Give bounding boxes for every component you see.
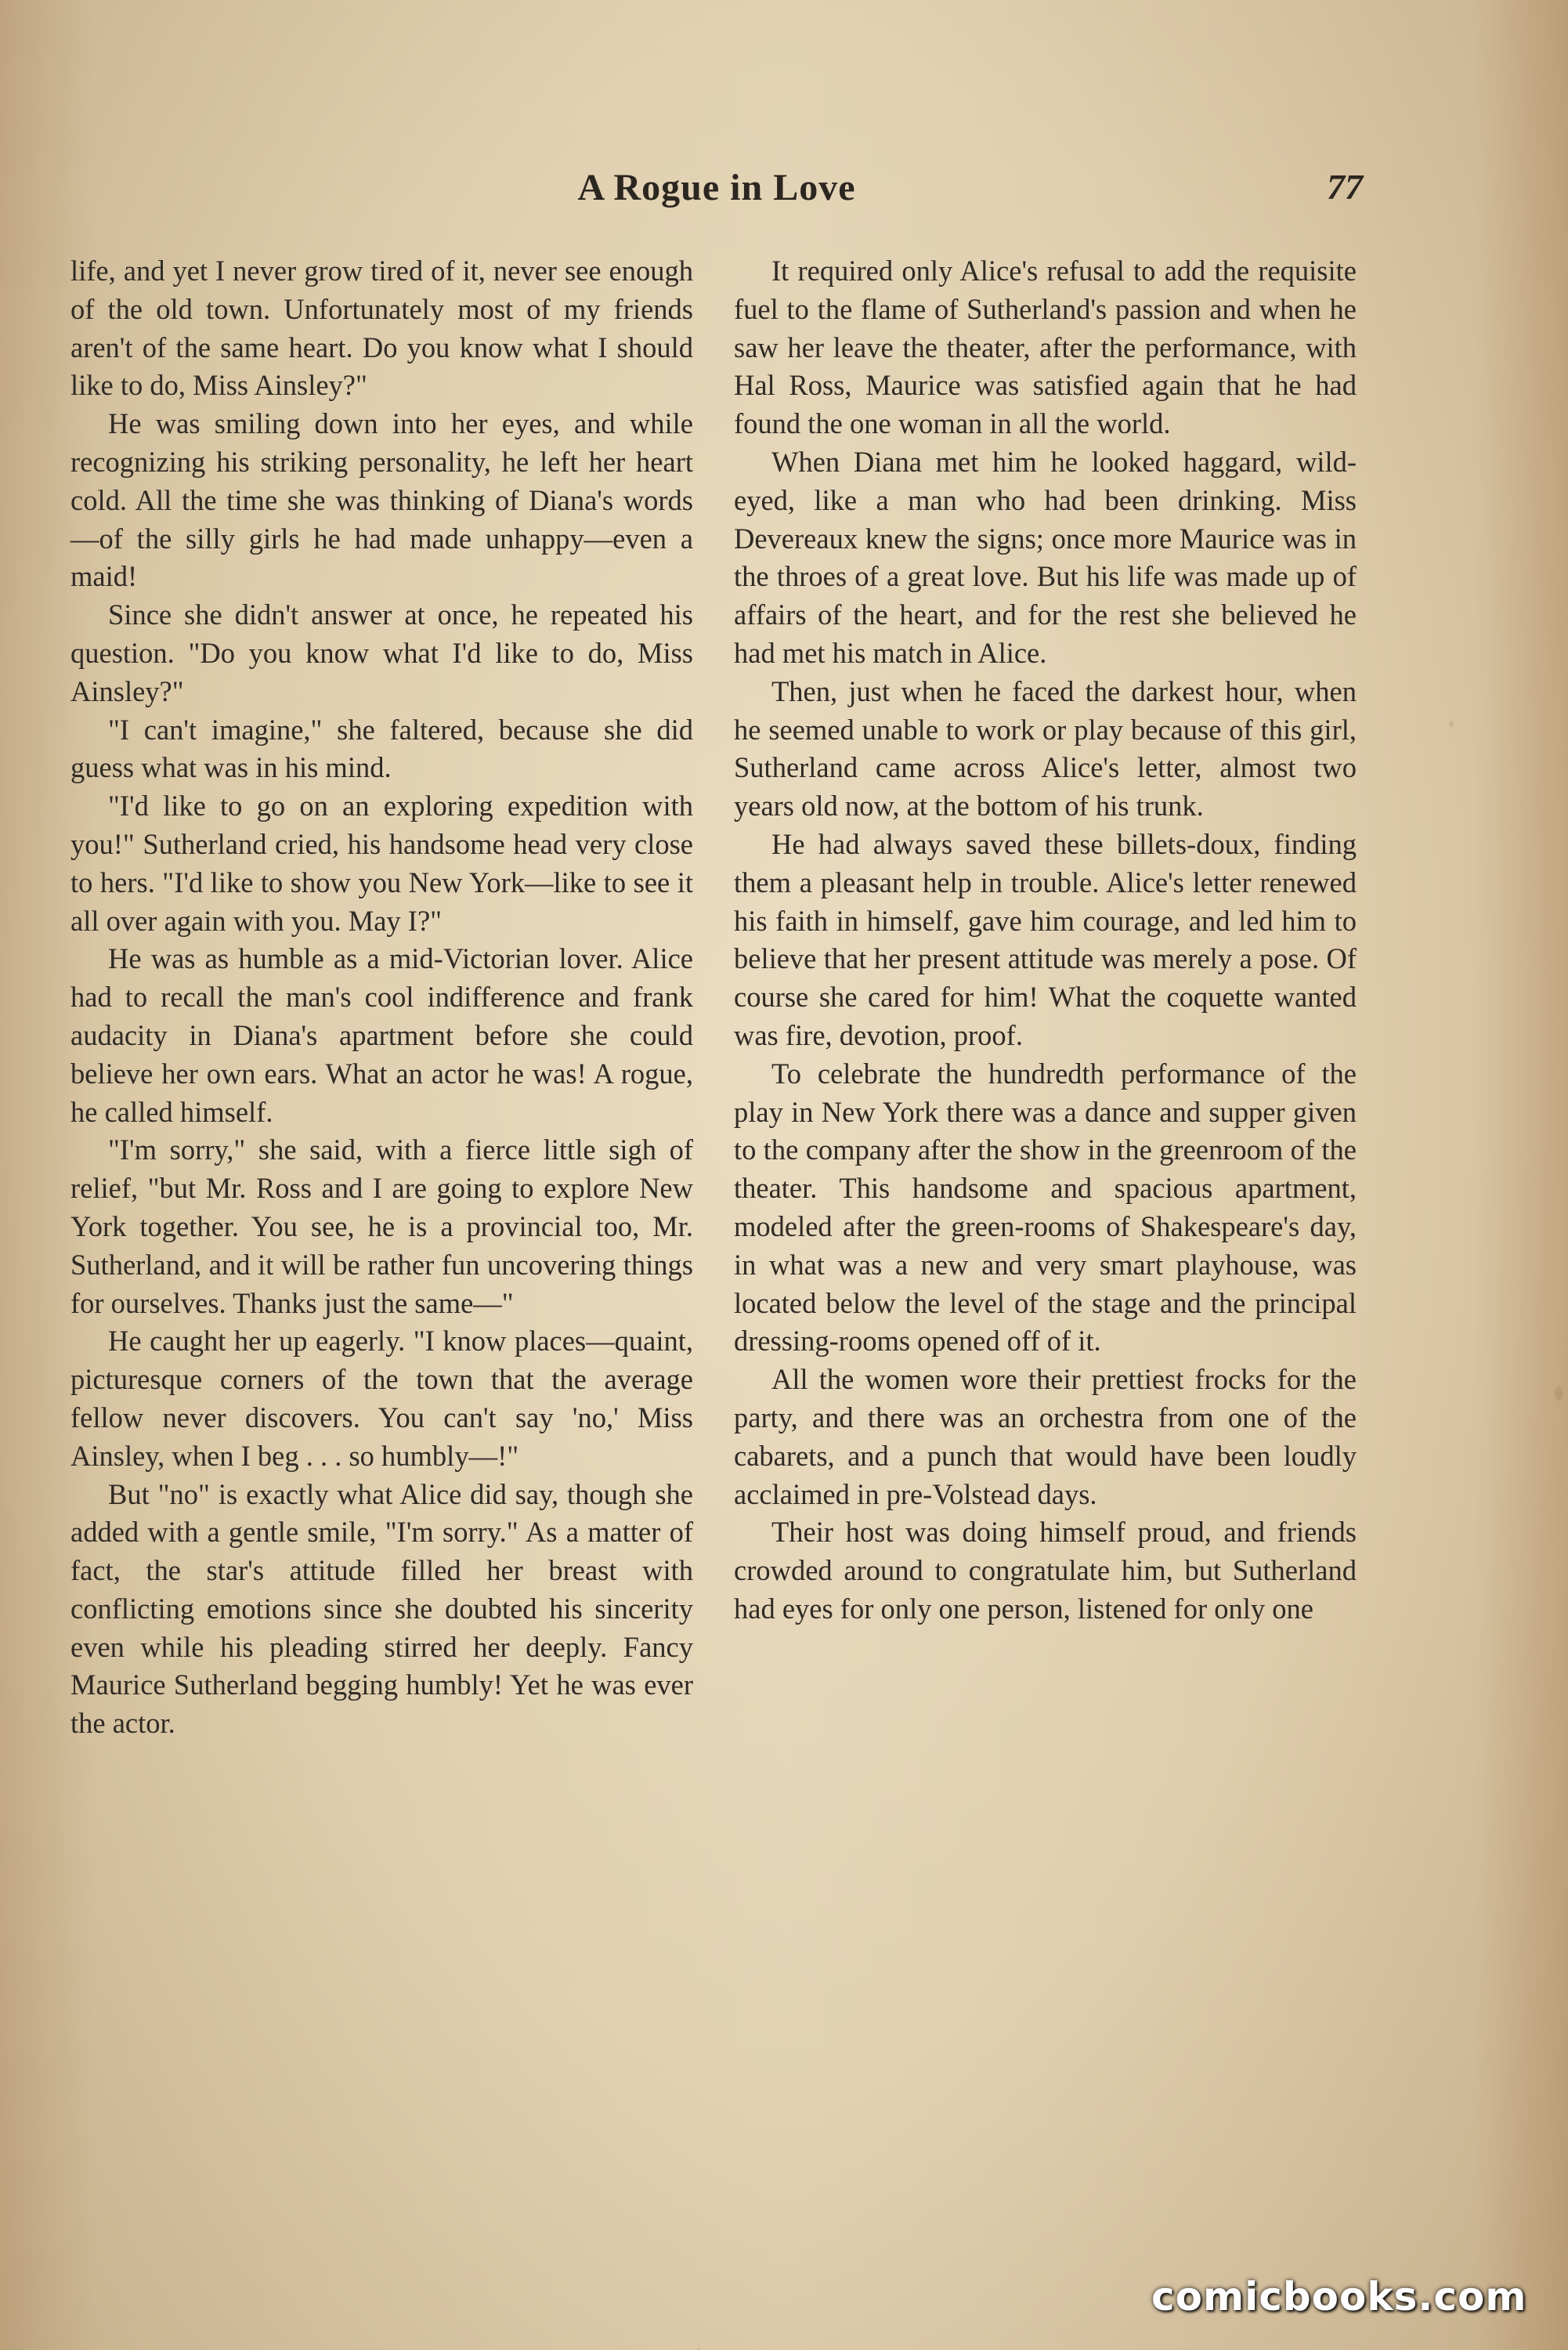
paper-stain [1449, 721, 1454, 727]
paragraph: To celebrate the hundredth performance of the play in New York there was a dance and supper given to the company after the show in the greenroom of the theater. This handsome and spacious apartment, modeled after the green-rooms of Shakespeare's day, in what was a new and very smart playhouse, was located below the level of the stage and the principal dressing-rooms opened off of it. [734, 1057, 1357, 1358]
paragraph: He was smiling down into her eyes, and while recognizing his striking personality, he left her heart cold. All the time she was thinking of Diana's words—of the silly girls he had made unhappy—even a maid! [70, 407, 693, 593]
paragraph: "I'm sorry," she said, with a fierce little sigh of relief, "but Mr. Ross and I are going to explore New York together. You see, he is a provincial too, Mr. Sutherland, and it will be rather fun uncovering things for ourselves. Thanks just the same—" [70, 1133, 693, 1319]
paragraph: Then, just when he faced the darkest hour, when he seemed unable to work or play because of this girl, Sutherland came across Alice's letter, almost two years old now, at the bottom of his trunk. [734, 674, 1357, 822]
paragraph: When Diana met him he looked haggard, wild-eyed, like a man who had been drinking. Miss Devereaux knew the signs; once more Maurice was in the throes of a great love. But his life was made up of affairs of the heart, and for the rest she believed he had met his match in Alice. [734, 445, 1357, 669]
paper-stain [1555, 1386, 1563, 1401]
paragraph: Since she didn't answer at once, he repeated his question. "Do you know what I'd like to do, Miss Ainsley?" [70, 598, 693, 707]
paragraph: "I can't imagine," she faltered, because she did guess what was in his mind. [70, 713, 693, 784]
paragraph: He caught her up eagerly. "I know places—quaint, picturesque corners of the town that the average fellow never discovers. You can't say 'no,' Miss Ainsley, when I beg . . . so humbly—!" [70, 1325, 693, 1472]
page-number: 77 [1327, 167, 1363, 207]
paragraph: But "no" is exactly what Alice did say, though she added with a gentle smile, "I'm sorry." As a matter of fact, the star's attitude filled her breast with conflicting emotions since she doubted his sincerity even while his pleading stirred her deeply. Fancy Maurice Sutherland begging humbly! Yet he was ever the actor. [70, 1477, 693, 1740]
paragraph: life, and yet I never grow tired of it, never see enough of the old town. Unfortunately most of my friends aren't of the same heart. Do you know what I should like to do, Miss Ainsley?" [70, 255, 693, 402]
paragraph: Their host was doing himself proud, and friends crowded around to congratulate him, but Sutherland had eyes for only one person, listened for only one [734, 1516, 1357, 1625]
right-column [734, 252, 1357, 1629]
site-watermark: comicbooks.com [1151, 2274, 1527, 2319]
left-column [70, 252, 693, 1743]
paragraph: All the women wore their prettiest frocks for the party, and there was an orchestra from one of the cabarets, and a punch that would have been loudly acclaimed in pre-Volstead days. [734, 1363, 1357, 1510]
paragraph: It required only Alice's refusal to add the requisite fuel to the flame of Sutherland's passion and when he saw her leave the theater, after the performance, with Hal Ross, Maurice was satisfied again that he had found the one woman in all the world. [734, 255, 1357, 440]
paragraph: "I'd like to go on an exploring expedition with you!" Sutherland cried, his handsome head very close to hers. "I'd like to show you New York—like to see it all over again with you. May I?" [70, 790, 693, 937]
page-header [70, 166, 1363, 221]
paragraph: He had always saved these billets-doux, finding them a pleasant help in trouble. Alice's letter renewed his faith in himself, gave him courage, and led him to believe that her present attitude was merely a pose. Of course she cared for him! What the coquette wanted was fire, devotion, proof. [734, 827, 1357, 1051]
running-title: A Rogue in Love [577, 167, 856, 208]
paragraph: He was as humble as a mid-Victorian lover. Alice had to recall the man's cool indifference and frank audacity in Diana's apartment before she could believe her own ears. What an actor he was! A rogue, he called himself. [70, 942, 693, 1128]
